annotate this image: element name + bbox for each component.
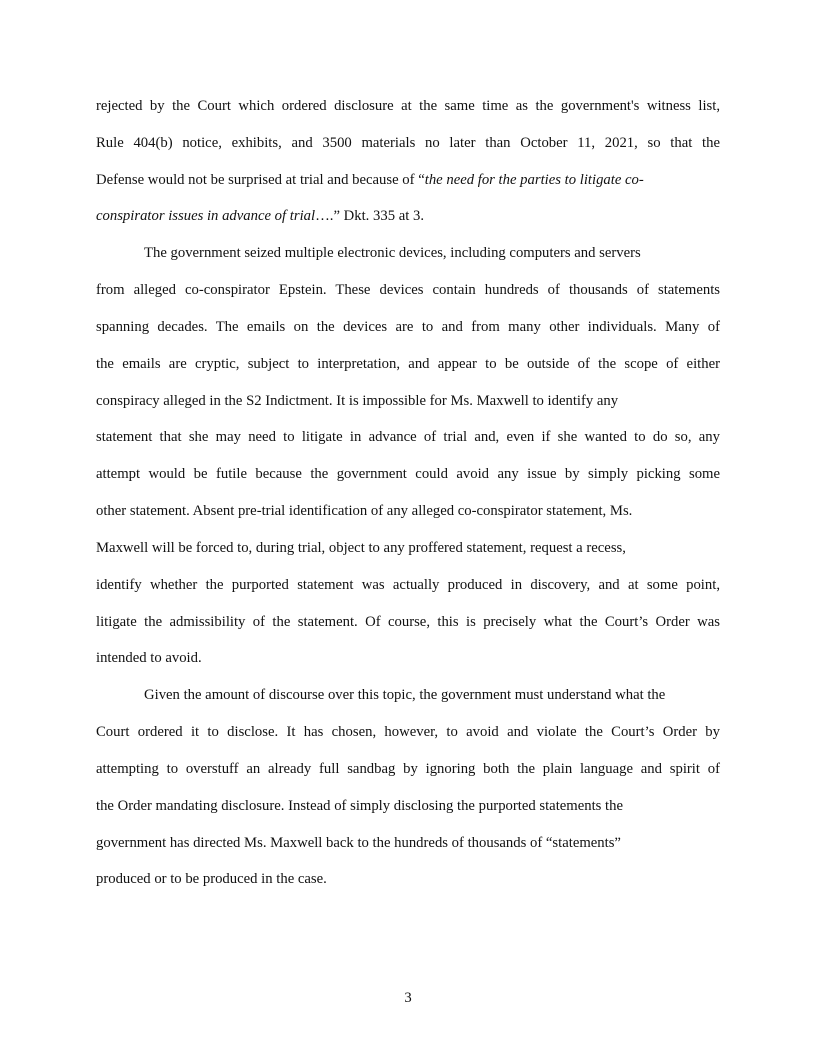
text-line: litigate the admissibility of the statement. Of course, this is precisely what the Court’s Order was [96,613,720,630]
citation: ….” Dkt. 335 at 3. [315,208,425,225]
text-line: the emails are cryptic, subject to interpretation, and appear to be outside of the scope of either [96,355,720,372]
text-line: government has directed Ms. Maxwell back to the hundreds of thousands of “statements” [96,834,621,851]
text-line: identify whether the purported statement was actually produced in discovery, and at some point, [96,576,720,593]
italic-quote: the need for the parties to litigate co- [424,171,644,188]
text-line [96,125,720,162]
text-line [96,88,720,125]
text-line [96,162,720,199]
text-line: Maxwell will be forced to, during trial, object to any proffered statement, request a recess, [96,539,626,556]
text-line: Court ordered it to disclose. It has chosen, however, to avoid and violate the Court’s Order by [96,724,720,741]
paragraph-3 [96,677,720,898]
text-line: the Order mandating disclosure. Instead of simply disclosing the purported statements the [96,797,624,814]
text-line: attempt would be futile because the government could avoid any issue by simply picking some [96,466,720,483]
text-line: intended to avoid. [96,650,202,667]
text-line: Given the amount of discourse over this topic, the government must understand what the [144,687,666,704]
text-line: statement that she may need to litigate in advance of trial and, even if she wanted to do so, any [96,429,720,446]
text-line: The government seized multiple electronic devices, including computers and servers [144,245,641,262]
paragraph-1 [96,88,720,235]
paragraph-2 [96,235,720,677]
page-number: 3 [404,990,412,1006]
italic-quote: conspirator issues in advance of trial [96,208,316,225]
text-line: other statement. Absent pre-trial identification of any alleged co-conspirator statement, Ms. [96,503,633,520]
text-line: produced or to be produced in the case. [96,871,327,888]
document-body [96,88,720,898]
text-segment: Rule 404(b) notice, exhibits, and 3500 materials no later than October 11, 2021, so that the [96,134,720,151]
text-line: spanning decades. The emails on the devices are to and from many other individuals. Many of [96,318,720,335]
text-line: attempting to overstuff an already full sandbag by ignoring both the plain language and spirit of [96,760,720,777]
text-line: from alleged co-conspirator Epstein. These devices contain hundreds of thousands of statements [96,282,720,299]
text-segment: rejected by the Court which ordered disclosure at the same time as the government's witness list, [96,98,720,114]
text-line [96,198,720,235]
text-line: conspiracy alleged in the S2 Indictment. It is impossible for Ms. Maxwell to identify any [96,392,619,409]
text-segment: Defense would not be surprised at trial and because of “ [96,171,425,188]
